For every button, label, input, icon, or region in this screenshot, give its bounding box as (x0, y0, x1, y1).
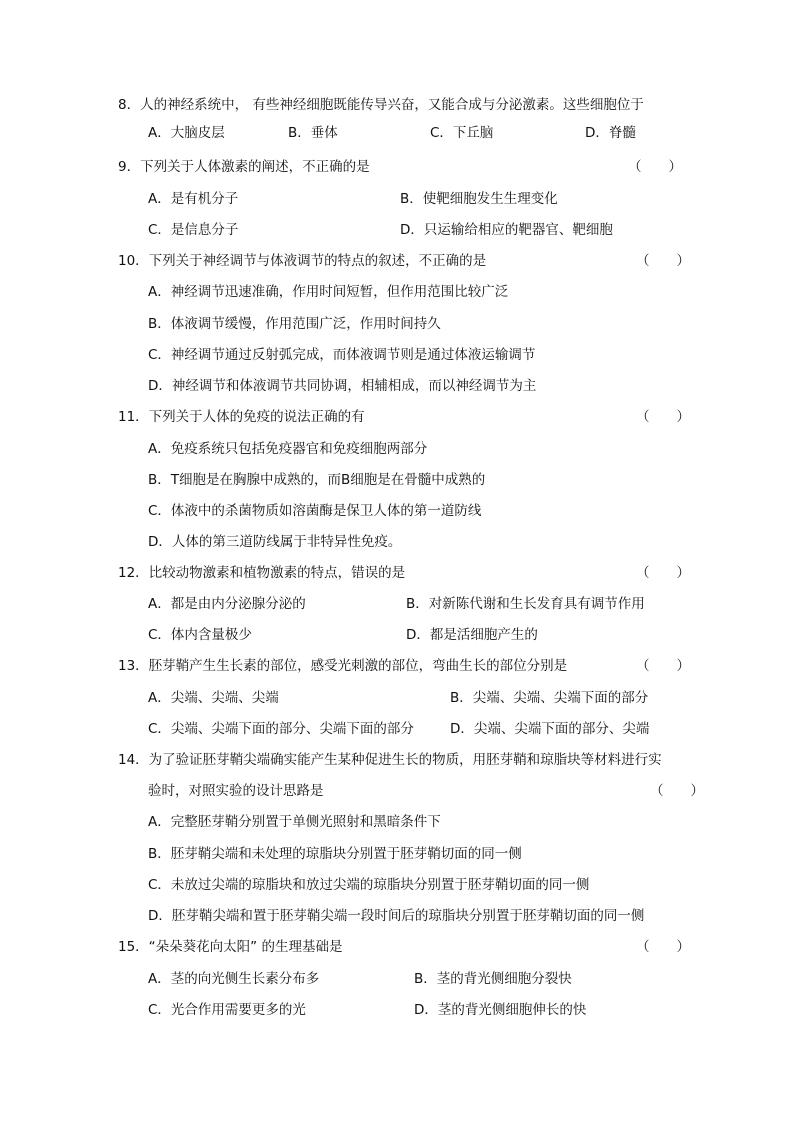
option-a: A．尖端、尖端、尖端 (148, 690, 279, 706)
option-b: B．对新陈代谢和生长发育具有调节作用 (406, 596, 645, 612)
question-stem: 9．下列关于人体激素的阐述，不正确的是 (118, 159, 370, 175)
option-d: D．神经调节和体液调节共同协调，相辅相成，而以神经调节为主 (148, 378, 537, 394)
option-a: A．免疫系统只包括免疫器官和免疫细胞两部分 (148, 441, 428, 457)
question-stem: 13．胚芽鞘产生生长素的部位，感受光刺激的部位，弯曲生长的部位分别是 (118, 658, 568, 674)
option-c: C．神经调节通过反射弧完成，而体液调节则是通过体液运输调节 (148, 347, 536, 363)
option-b: B．体液调节缓慢，作用范围广泛，作用时间持久 (148, 316, 441, 332)
option-a: A．大脑皮层 (148, 125, 225, 141)
answer-paren: （ ） (628, 159, 682, 175)
question-stem: 14．为了验证胚芽鞘尖端确实能产生某种促进生长的物质，用胚芽鞘和琼脂块等材料进行实 (118, 752, 662, 768)
option-c: C．尖端、尖端下面的部分、尖端下面的部分 (148, 721, 414, 737)
question-stem-continued: 验时，对照实验的设计思路是 (148, 783, 324, 799)
option-c: C．体液中的杀菌物质如溶菌酶是保卫人体的第一道防线 (148, 503, 482, 519)
question-stem: 8．人的神经系统中， 有些神经细胞既能传导兴奋，又能合成与分泌激素。这些细胞位于 (118, 97, 644, 113)
option-b: B．垂体 (288, 125, 338, 141)
question-stem: 15．“朵朵葵花向太阳” 的生理基础是 (118, 939, 343, 955)
option-c: C．未放过尖端的琼脂块和放过尖端的琼脂块分别置于胚芽鞘切面的同一侧 (148, 877, 590, 893)
option-a: A．完整胚芽鞘分别置于单侧光照射和黑暗条件下 (148, 814, 441, 830)
option-d: D．尖端、尖端下面的部分、尖端 (450, 721, 650, 737)
answer-paren: （ ） (636, 409, 690, 425)
answer-paren: （ ） (636, 253, 690, 269)
option-a: A．都是由内分泌腺分泌的 (148, 596, 306, 612)
option-a: A．茎的向光侧生长素分布多 (148, 971, 320, 987)
option-b: B．尖端、尖端、尖端下面的部分 (450, 690, 649, 706)
answer-paren: （ ） (636, 565, 690, 581)
option-c: C．体内含量极少 (148, 627, 252, 643)
option-d: D．脊髓 (585, 125, 636, 141)
option-d: D．人体的第三道防线属于非特异性免疫。 (148, 534, 402, 550)
option-c: C．光合作用需要更多的光 (148, 1002, 306, 1018)
question-stem: 11．下列关于人体的免疫的说法正确的有 (118, 409, 365, 425)
option-d: D．只运输给相应的靶器官、靶细胞 (400, 222, 613, 238)
option-b: B．胚芽鞘尖端和未处理的琼脂块分别置于胚芽鞘切面的同一侧 (148, 846, 522, 862)
option-b: B．茎的背光侧细胞分裂快 (414, 971, 572, 987)
option-a: A．神经调节迅速准确，作用时间短暂，但作用范围比较广泛 (148, 284, 509, 300)
option-b: B．使靶细胞发生生理变化 (400, 191, 558, 207)
option-c: C．是信息分子 (148, 222, 239, 238)
option-b: B．T细胞是在胸腺中成熟的，而B细胞是在骨髓中成熟的 (148, 472, 486, 488)
option-c: C．下丘脑 (430, 125, 494, 141)
answer-paren: （ ） (650, 783, 704, 799)
answer-paren: （ ） (636, 658, 690, 674)
answer-paren: （ ） (636, 939, 690, 955)
question-stem: 10．下列关于神经调节与体液调节的特点的叙述，不正确的是 (118, 253, 487, 269)
option-a: A．是有机分子 (148, 191, 239, 207)
option-d: D．都是活细胞产生的 (406, 627, 538, 643)
question-stem: 12．比较动物激素和植物激素的特点，错误的是 (118, 565, 406, 581)
option-d: D．胚芽鞘尖端和置于胚芽鞘尖端一段时间后的琼脂块分别置于胚芽鞘切面的同一侧 (148, 908, 645, 924)
option-d: D．茎的背光侧细胞伸长的快 (414, 1002, 587, 1018)
